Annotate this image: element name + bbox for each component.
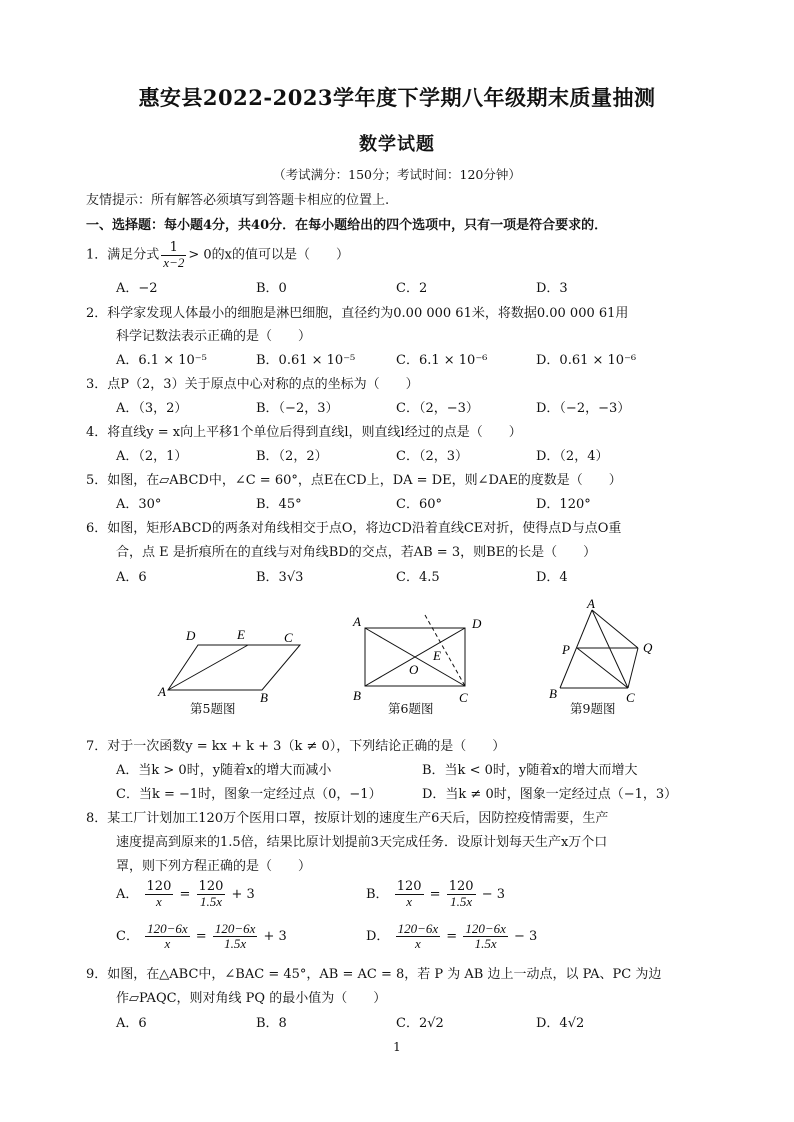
equals-sign: = <box>179 887 191 902</box>
option-c: C．2 <box>396 281 428 296</box>
option-d: D．4√2 <box>536 1016 585 1031</box>
equation-tail: + 3 <box>263 929 287 944</box>
section-heading: 一、选择题：每小题4分，共40分．在每小题给出的四个选项中，只有一项是符合要求的． <box>86 218 608 233</box>
fraction <box>145 922 190 950</box>
option-b: B．当k < 0时，y随着x的增大而增大 <box>422 763 638 778</box>
fraction <box>396 922 441 950</box>
fraction-denominator: x <box>414 936 421 951</box>
label-e: E <box>433 648 441 663</box>
figure-6 <box>345 610 495 710</box>
option-a: A．（3，2） <box>116 401 188 416</box>
option-c: C．60° <box>396 497 442 512</box>
option-b: B．45° <box>256 497 302 512</box>
question-text: 点P（2，3）关于原点中心对称的点的坐标为（ ） <box>107 377 419 392</box>
fraction-numerator: 120 <box>198 879 224 895</box>
question-number: 7． <box>86 739 108 754</box>
option-d: D．3 <box>536 281 568 296</box>
fraction-denominator: 1.5x <box>450 894 473 909</box>
option-label: D． <box>366 929 390 944</box>
option-c: C．4.5 <box>396 570 440 585</box>
fraction <box>213 922 258 950</box>
option-c <box>116 922 287 952</box>
option-label: C． <box>116 929 139 944</box>
figure-6-caption: 第6题图 <box>388 701 434 716</box>
option-b: B．0 <box>256 281 287 296</box>
question-9 <box>86 963 661 982</box>
fraction-denominator: x <box>406 894 412 909</box>
label-c: C <box>459 690 468 705</box>
option-d: D．0.61 × 10⁻⁶ <box>536 353 637 368</box>
question-number: 3． <box>86 377 108 392</box>
question-3 <box>86 373 419 392</box>
option-b: B．0.61 × 10⁻⁵ <box>256 353 356 368</box>
question-5 <box>86 469 622 488</box>
question-text: 如图，在▱ABCD中，∠C = 60°，点E在CD上，DA = DE，则∠DAE的度数是（ ） <box>107 473 622 488</box>
label-e: E <box>237 627 245 642</box>
question-number: 4． <box>86 425 108 440</box>
question-number: 8． <box>86 811 108 826</box>
fraction-numerator: 120 <box>146 879 172 895</box>
option-c: C．2√2 <box>396 1016 444 1031</box>
fraction-numerator: 120−6x <box>214 921 256 937</box>
question-8-cont: 速度提高到原来的1.5倍，结果比原计划提前3天完成任务．设原计划每天生产x万个口 <box>116 835 608 850</box>
question-text: 将直线y = x向上平移1个单位后得到直线l，则直线l经过的点是（ ） <box>107 425 522 440</box>
option-a: A．6.1 × 10⁻⁵ <box>116 353 207 368</box>
option-a: A．30° <box>116 497 162 512</box>
option-b: B．3√3 <box>256 570 304 585</box>
question-text: 对于一次函数y = kx + k + 3（k ≠ 0），下列结论正确的是（ ） <box>107 739 506 754</box>
label-b: B <box>260 690 268 705</box>
question-number: 2． <box>86 306 108 321</box>
equation-tail: + 3 <box>231 887 255 902</box>
fraction-numerator: 1 <box>161 241 186 256</box>
option-b: B．（−2，3） <box>256 401 339 416</box>
option-label: B． <box>366 887 389 902</box>
question-2 <box>86 302 628 321</box>
label-p: P <box>562 642 570 657</box>
equation-tail: − 3 <box>481 887 505 902</box>
question-text: 满足分式 <box>107 247 160 263</box>
side-aq <box>592 610 638 648</box>
equals-sign: = <box>429 887 441 902</box>
question-number: 9． <box>86 967 108 982</box>
question-4 <box>86 421 522 440</box>
fraction-numerator: 120−6x <box>397 921 439 937</box>
question-8 <box>86 807 608 826</box>
label-d: D <box>472 616 482 631</box>
page-number: 1 <box>393 1040 401 1054</box>
equals-sign: = <box>446 929 458 944</box>
label-d: D <box>186 628 196 643</box>
label-q: Q <box>643 640 653 655</box>
question-1 <box>86 241 349 269</box>
option-label: A． <box>116 887 139 902</box>
option-d: D．（−2，−3） <box>536 401 631 416</box>
segment-ae <box>168 645 248 690</box>
question-8-cont2: 罩，则下列方程正确的是（ ） <box>116 859 312 874</box>
option-c: C．（2，−3） <box>396 401 479 416</box>
question-6 <box>86 517 621 536</box>
option-b: B．（2，2） <box>256 449 328 464</box>
fraction-numerator: 120−6x <box>147 921 188 937</box>
label-a: A <box>353 614 361 629</box>
fraction-denominator: 1.5x <box>199 894 222 909</box>
segment-pc <box>577 648 628 688</box>
exam-title: 惠安县2022-2023学年度下学期八年级期末质量抽测 <box>138 85 656 110</box>
fraction-numerator: 120 <box>396 879 422 895</box>
question-text: 科学家发现人体最小的细胞是淋巴细胞，直径约为0.00 000 61米，将数据0.00 000 61用 <box>107 306 629 321</box>
option-d <box>366 922 537 952</box>
fraction-denominator: x−2 <box>163 254 185 270</box>
option-a: A．−2 <box>116 281 158 296</box>
option-a: A．当k > 0时，y随着x的增大而减小 <box>116 763 332 778</box>
option-d: D．当k ≠ 0时，图象一定经过点（−1，3） <box>422 787 678 802</box>
figure-9-diagram <box>540 598 670 703</box>
question-text: 某工厂计划加工120万个医用口罩，按原计划的速度生产6天后，因防控疫情需要，生产 <box>107 811 609 826</box>
question-text: 如图，在△ABC中，∠BAC = 45°，AB = AC = 8，若 P 为 AB 边上一动点，以 PA、PC 为边 <box>107 967 662 982</box>
option-d: D．（2，4） <box>536 449 609 464</box>
question-9-cont: 作▱PAQC，则对角线 PQ 的最小值为（ ） <box>116 991 387 1006</box>
label-o: O <box>409 662 419 677</box>
figure-9-caption: 第9题图 <box>570 701 616 716</box>
option-d: D．120° <box>536 497 591 512</box>
label-a: A <box>587 596 595 611</box>
fraction <box>395 880 424 908</box>
option-c: C．6.1 × 10⁻⁶ <box>396 353 488 368</box>
fraction <box>463 922 508 950</box>
option-d: D．4 <box>536 570 568 585</box>
label-b: B <box>549 686 557 701</box>
question-6-cont: 合，点 E 是折痕所在的直线与对角线BD的交点，若AB = 3，则BE的长是（ ） <box>116 545 597 560</box>
figure-9 <box>540 598 670 703</box>
option-a: A．（2，1） <box>116 449 188 464</box>
label-b: B <box>353 688 361 703</box>
fraction-numerator: 120−6x <box>465 921 506 937</box>
question-number: 1． <box>86 247 108 263</box>
label-c: C <box>284 630 293 645</box>
question-number: 6． <box>86 521 108 536</box>
fraction <box>161 241 186 269</box>
fraction-denominator: x <box>156 894 162 909</box>
side-ac <box>592 610 628 688</box>
fraction <box>145 880 174 908</box>
equals-sign: = <box>195 929 207 944</box>
fraction-numerator: 120 <box>448 879 474 895</box>
option-b: B．8 <box>256 1016 287 1031</box>
option-a: A．6 <box>116 570 147 585</box>
option-a <box>116 880 255 910</box>
fraction-denominator: 1.5x <box>224 936 247 951</box>
option-c: C．（2，3） <box>396 449 468 464</box>
question-7 <box>86 735 505 754</box>
question-number: 5． <box>86 473 108 488</box>
question-2-cont: 科学记数法表示正确的是（ ） <box>116 329 312 344</box>
fraction <box>197 880 226 908</box>
fraction <box>447 880 476 908</box>
subject-title: 数学试题 <box>359 134 435 155</box>
figure-6-diagram <box>345 610 495 710</box>
side-qc <box>628 648 638 688</box>
option-b <box>366 880 505 910</box>
parallelogram-abcd <box>168 645 300 690</box>
fold-line-ce <box>425 615 465 686</box>
question-text: > 0的x的值可以是（ ） <box>188 247 349 263</box>
equation-tail: − 3 <box>514 929 538 944</box>
label-a: A <box>158 684 166 699</box>
exam-info: （考试满分：150分；考试时间：120分钟） <box>273 167 521 182</box>
fraction-denominator: 1.5x <box>474 936 497 951</box>
fraction-denominator: x <box>164 936 171 951</box>
option-c: C．当k = −1时，图象一定经过点（0，−1） <box>116 787 382 802</box>
question-text: 如图，矩形ABCD的两条对角线相交于点O，将边CD沿着直线CE对折，使得点D与点O重 <box>107 521 622 536</box>
option-a: A．6 <box>116 1016 147 1031</box>
tip-text: 友情提示：所有解答必须填写到答题卡相应的位置上. <box>86 193 390 208</box>
label-c: C <box>626 690 635 705</box>
figure-5-caption: 第5题图 <box>190 701 236 716</box>
